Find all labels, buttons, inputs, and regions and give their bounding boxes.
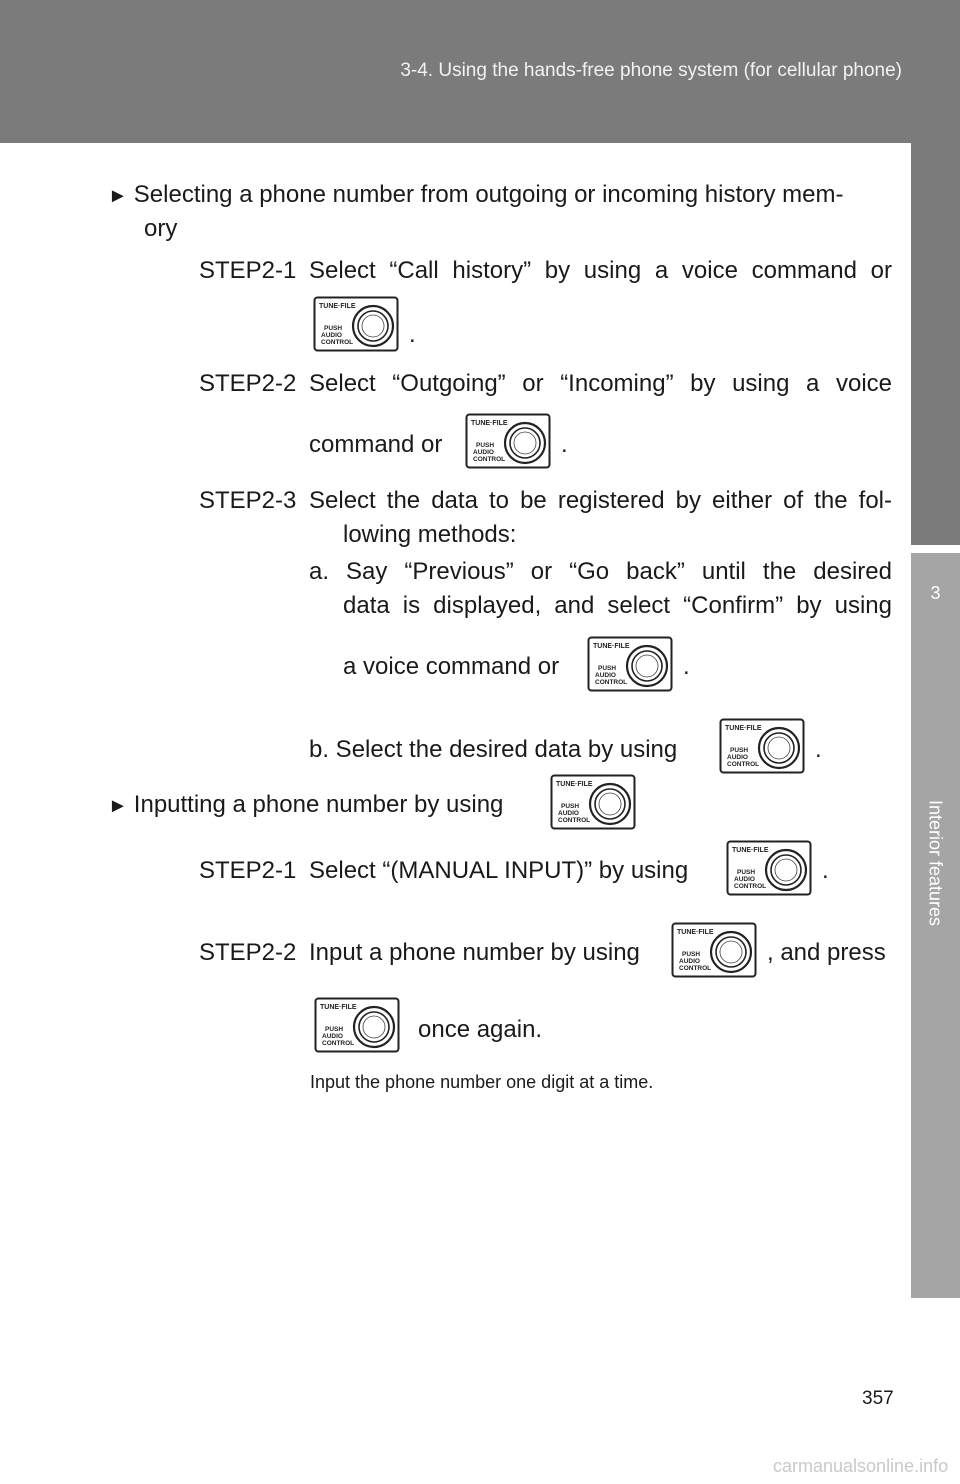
knob-label: PUSH (730, 747, 749, 754)
tune-file-knob-icon (719, 718, 805, 774)
step-end: . (822, 857, 829, 884)
knob-label: CONTROL (473, 456, 506, 463)
knob-label: TUNE·FILE (471, 420, 508, 427)
method-a-line1: a. Say “Previous” or “Go back” until the desired (309, 558, 892, 585)
knob-label: CONTROL (679, 965, 712, 972)
tune-file-knob-icon (465, 413, 551, 469)
step-text: Select “Call history” by using a voice command or (309, 257, 892, 284)
section-name: Interior features (925, 799, 946, 927)
knob-label: TUNE·FILE (320, 1004, 357, 1011)
knob-label: TUNE·FILE (677, 929, 714, 936)
knob-label: PUSH (737, 869, 756, 876)
step-end: . (561, 431, 568, 458)
step-continuation: lowing methods: (343, 521, 517, 548)
tune-file-knob-icon (550, 774, 636, 830)
knob-label: AUDIO (322, 1033, 343, 1040)
knob-label: PUSH (325, 1026, 344, 1033)
bullet-history (108, 180, 843, 211)
tune-file-knob-icon (587, 636, 673, 692)
step-label: STEP2-2 (199, 939, 297, 966)
step-label: STEP2-1 (199, 857, 297, 884)
knob-label: CONTROL (321, 339, 354, 346)
page-header (0, 0, 960, 143)
step-text: Select “Outgoing” or “Incoming” by using a voice (309, 370, 892, 397)
knob-label: CONTROL (727, 761, 760, 768)
knob-label: CONTROL (595, 679, 628, 686)
step-text: Select the data to be registered by either of the fol- (309, 487, 892, 514)
knob-label: AUDIO (727, 754, 748, 761)
method-a-line3: a voice command or (343, 653, 560, 680)
step-continuation: once again. (418, 1016, 543, 1043)
knob-label: AUDIO (473, 449, 494, 456)
section-number: 3 (930, 583, 941, 603)
bullet-manual-input-text: Inputting a phone number by using (133, 791, 504, 818)
bullet-arrow-icon: ► (108, 185, 128, 207)
section-side-tab (911, 143, 960, 1298)
knob-label: AUDIO (558, 810, 579, 817)
knob-label: PUSH (476, 442, 495, 449)
knob-label: TUNE·FILE (732, 847, 769, 854)
bullet-manual-input (108, 790, 503, 821)
knob-label: TUNE·FILE (593, 643, 630, 650)
knob-label: CONTROL (734, 883, 767, 890)
step-text-after: , and press (767, 939, 886, 966)
knob-label: CONTROL (322, 1040, 355, 1047)
knob-label: PUSH (324, 325, 343, 332)
knob-label: CONTROL (558, 817, 591, 824)
step-label: STEP2-3 (199, 487, 297, 514)
knob-label: TUNE·FILE (556, 781, 593, 788)
header-title: 3-4. Using the hands-free phone system (for cellular phone) (400, 60, 902, 81)
step-label: STEP2-1 (199, 257, 297, 284)
knob-label: TUNE·FILE (725, 725, 762, 732)
knob-label: PUSH (598, 665, 617, 672)
knob-label: TUNE·FILE (319, 303, 356, 310)
step-end: . (409, 321, 416, 348)
step-label: STEP2-2 (199, 370, 297, 397)
method-b-text: b. Select the desired data by using (309, 736, 678, 763)
method-a-line2: data is displayed, and select “Confirm” by using (343, 592, 892, 619)
knob-label: AUDIO (595, 672, 616, 679)
method-a-end: . (683, 653, 690, 680)
side-tab-upper (911, 143, 960, 545)
tune-file-knob-icon (726, 840, 812, 896)
step-text: Select “(MANUAL INPUT)” by using (309, 857, 689, 884)
method-b-end: . (815, 736, 822, 763)
knob-label: AUDIO (321, 332, 342, 339)
knob-label: AUDIO (734, 876, 755, 883)
bullet-history-line2: ory (144, 215, 178, 242)
tune-file-knob-icon (671, 922, 757, 978)
step-text: Input a phone number by using (309, 939, 640, 966)
note-text: Input the phone number one digit at a time. (310, 1072, 654, 1092)
knob-label: PUSH (682, 951, 701, 958)
bullet-history-line1: Selecting a phone number from outgoing or incoming history mem- (133, 181, 844, 208)
bullet-arrow-icon: ► (108, 795, 128, 817)
knob-label: PUSH (561, 803, 580, 810)
page-number: 357 (862, 1388, 894, 1409)
knob-label: AUDIO (679, 958, 700, 965)
watermark: carmanualsonline.info (773, 1456, 949, 1476)
tune-file-knob-icon (313, 296, 399, 352)
tune-file-knob-icon (314, 997, 400, 1053)
step-continuation: command or (309, 431, 443, 458)
